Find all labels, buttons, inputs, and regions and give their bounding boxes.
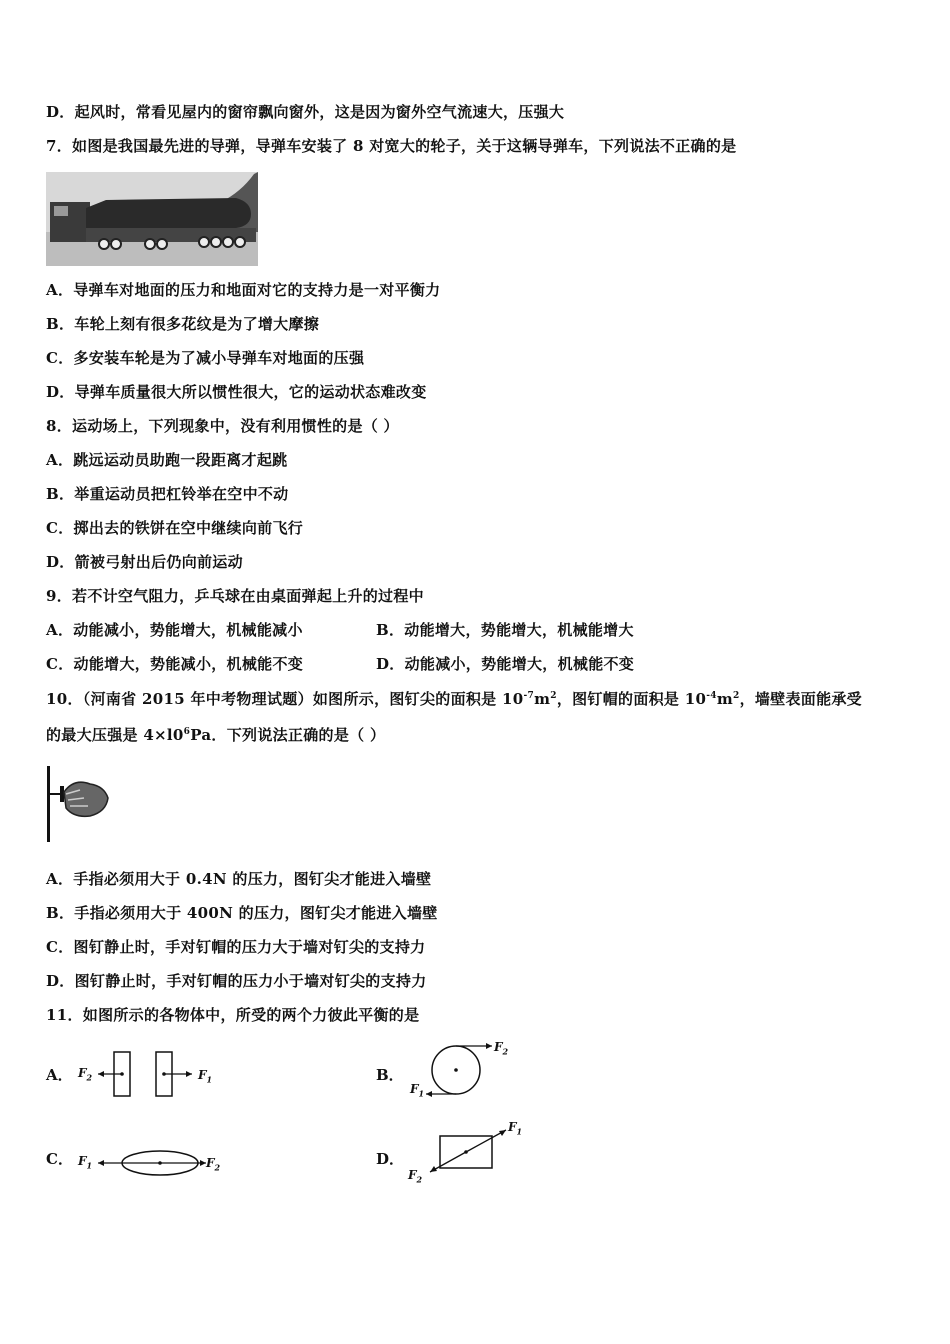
q9-option-d: D．动能减小，势能增大，机械能不变 <box>376 655 635 673</box>
q7-option-a: A．导弹车对地面的压力和地面对它的支持力是一对平衡力 <box>46 281 441 299</box>
q8-option-c: C．掷出去的铁饼在空中继续向前飞行 <box>46 519 304 537</box>
q11-b-f2-label <box>494 1040 508 1056</box>
q10-option-a: A．手指必须用大于 0.4N 的压力，图钉尖才能进入墙壁 <box>46 870 432 888</box>
q9-option-c: C．动能增大，势能减小，机械能不变 <box>46 655 304 673</box>
q10-exponent-3: -4 <box>706 691 717 701</box>
q11-option-d-label: D． <box>376 1150 405 1168</box>
q10-option-b: B．手指必须用大于 400N 的压力，图钉尖才能进入墙壁 <box>46 904 438 922</box>
force-f1-letter: F <box>78 1154 87 1168</box>
force-f2-subscript: 2 <box>416 1174 423 1185</box>
q11-option-a-label: A． <box>46 1066 73 1084</box>
q9-option-a: A．动能减小，势能增大，机械能减小 <box>46 621 303 639</box>
q10-text-5: ，墙壁表面能承受 <box>739 690 862 708</box>
force-f1-subscript: 1 <box>418 1088 425 1099</box>
q10-text-1: 10．（河南省 2015 年中考物理试题）如图所示，图钉尖的面积是 10 <box>46 690 524 708</box>
q9-option-b: B．动能增大，势能增大，机械能增大 <box>376 621 634 639</box>
q11-c-f1-label <box>78 1154 92 1170</box>
q10-exponent-1: -7 <box>523 691 535 701</box>
q11-stem: 11．如图所示的各物体中，所受的两个力彼此平衡的是 <box>46 1006 420 1024</box>
missile-truck-photo <box>46 172 258 266</box>
q11-option-c-label: C． <box>46 1150 73 1168</box>
q9-stem: 9．若不计空气阻力，乒乓球在由桌面弹起上升的过程中 <box>46 587 424 605</box>
q10-text-2: m <box>534 690 551 708</box>
q7-stem: 7．如图是我国最先进的导弹，导弹车安装了 8 对宽大的轮子，关于这辆导弹车，下列说法不正确的是 <box>46 137 737 155</box>
q11-b-f1-label <box>410 1082 424 1098</box>
q11-d-f2-label <box>408 1168 422 1184</box>
q11-d-f1-label <box>508 1120 522 1136</box>
force-f2-subscript: 2 <box>86 1072 93 1083</box>
q8-option-a: A．跳远运动员助跑一段距离才起跳 <box>46 451 288 469</box>
q11-a-f2-label <box>78 1066 92 1082</box>
q10-text-3: ，图钉帽的面积是 10 <box>556 690 707 708</box>
q10-line2-exponent: 6 <box>183 727 191 737</box>
q11-option-b-label: B． <box>376 1066 404 1084</box>
q10-text-4: m <box>716 690 733 708</box>
q10-exponent-4: 2 <box>733 691 740 701</box>
force-f1-subscript: 1 <box>516 1126 523 1137</box>
force-f2-subscript: 2 <box>502 1046 509 1057</box>
q7-option-d: D．导弹车质量很大所以惯性很大，它的运动状态难改变 <box>46 383 427 401</box>
q11-option-c-figure <box>90 1146 210 1180</box>
q7-option-c: C．多安装车轮是为了减小导弹车对地面的压强 <box>46 349 365 367</box>
q10-stem-line2 <box>46 725 385 745</box>
q11-option-d-figure <box>420 1124 520 1180</box>
q11-a-f1-label <box>198 1068 212 1084</box>
force-f2-letter: F <box>408 1168 417 1182</box>
force-f2-letter: F <box>78 1066 87 1080</box>
force-f2-letter: F <box>206 1156 215 1170</box>
q6-option-d: D．起风时，常看见屋内的窗帘飘向窗外，这是因为窗外空气流速大，压强大 <box>46 103 565 121</box>
force-f1-letter: F <box>410 1082 419 1096</box>
q10-option-d: D．图钉静止时，手对钉帽的压力小于墙对钉尖的支持力 <box>46 972 427 990</box>
q8-option-d: D．箭被弓射出后仍向前运动 <box>46 553 243 571</box>
q11-c-f2-label <box>206 1156 220 1172</box>
force-f1-subscript: 1 <box>206 1074 213 1085</box>
thumbtack-hand-figure <box>44 764 114 844</box>
force-f1-letter: F <box>508 1120 517 1134</box>
q10-line2-text-1: 的最大压强是 4×l0 <box>46 726 184 744</box>
q10-stem-line1 <box>46 689 862 709</box>
q10-exponent-2: 2 <box>550 691 557 701</box>
q10-option-c: C．图钉静止时，手对钉帽的压力大于墙对钉尖的支持力 <box>46 938 426 956</box>
force-f1-subscript: 1 <box>86 1160 93 1171</box>
q8-stem: 8．运动场上，下列现象中，没有利用惯性的是（ ） <box>46 417 399 435</box>
q7-option-b: B．车轮上刻有很多花纹是为了增大摩擦 <box>46 315 320 333</box>
force-f1-letter: F <box>198 1068 207 1082</box>
force-f2-letter: F <box>494 1040 503 1054</box>
q10-line2-text-2: Pa．下列说法正确的是（ ） <box>190 726 386 744</box>
q8-option-b: B．举重运动员把杠铃举在空中不动 <box>46 485 289 503</box>
force-f2-subscript: 2 <box>214 1162 221 1173</box>
